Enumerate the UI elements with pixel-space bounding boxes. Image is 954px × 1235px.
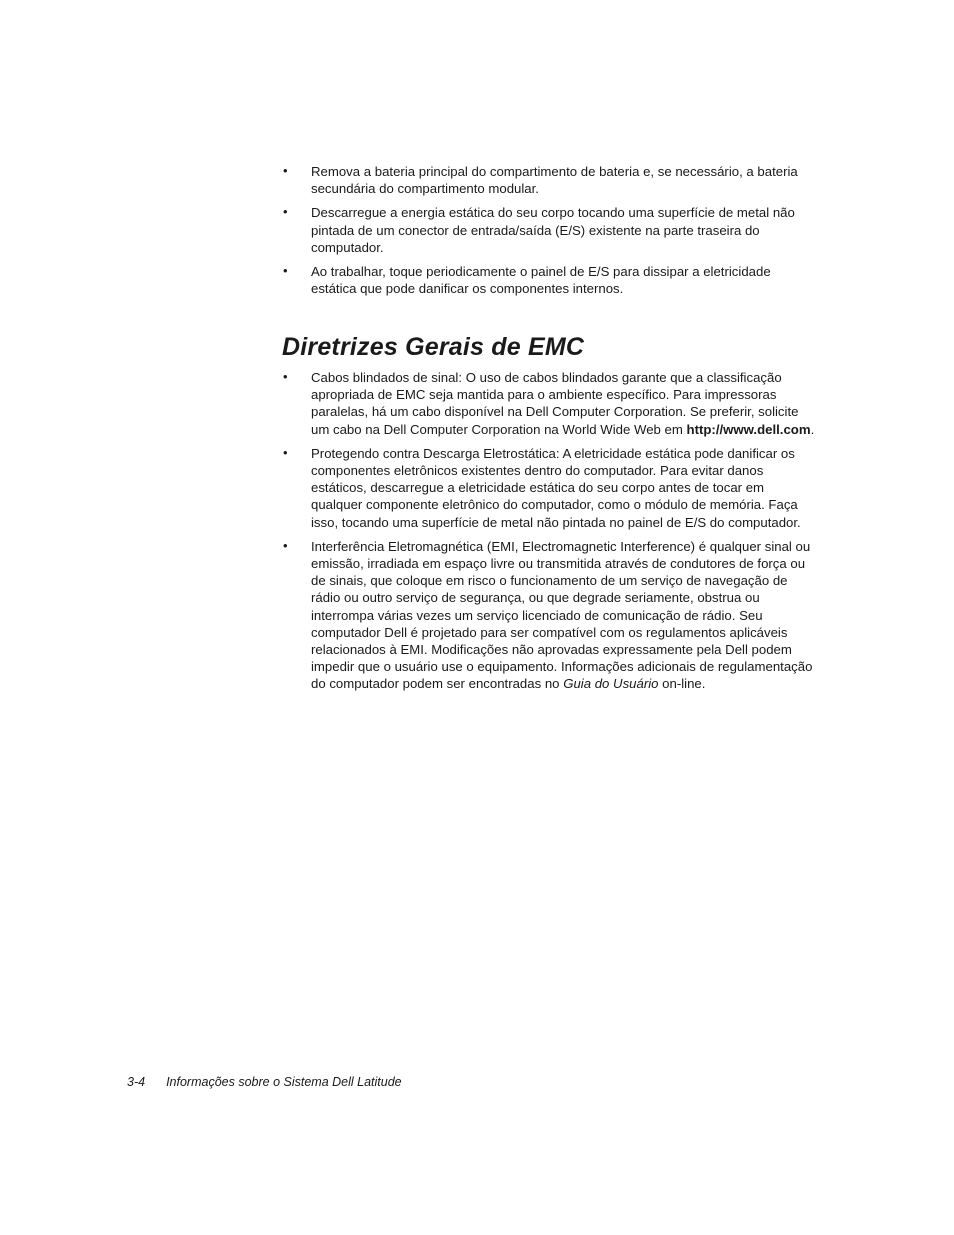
list-item-text: Protegendo contra Descarga Eletrostática: A eletricidade estática pode danificar os componentes eletrônicos existentes dentro do computador. Para evitar danos estáticos, descarregue a eletricidade estática do seu corpo antes de tocar em qualquer componente eletrônico do computador, como o módulo de memória. Faça isso, tocando uma superfície de metal não pintada no painel de E/S do computador. — [311, 445, 801, 530]
bullet-icon: • — [283, 369, 288, 384]
list-item-text: Descarregue a energia estática do seu corpo tocando uma superfície de metal não pintada de um conector de entrada/saída (E/S) existente na parte traseira do computador. — [311, 205, 795, 255]
bullet-icon: • — [283, 263, 288, 279]
list-item — [283, 369, 815, 438]
footer-title: Informações sobre o Sistema Dell Latitude — [166, 1075, 402, 1089]
top-bullet-list — [283, 163, 815, 304]
list-item-text: Cabos blindados de sinal: O uso de cabos blindados garante que a classificação apropriada de EMC seja mantida para o ambiente específico. Para impressoras paralelas, há um cabo disponível na Dell Computer Corporation. Se preferir, solicite um cabo na Dell Computer Corporation na World Wide Web em — [311, 370, 799, 437]
list-item-punctuation: . — [810, 421, 815, 437]
bullet-icon: • — [283, 444, 288, 460]
list-item — [283, 538, 815, 693]
list-item-text: Interferência Eletromagnética (EMI, Electromagnetic Interference) é qualquer sinal ou emissão, irradiada em espaço livre ou transmitida através de condutores de força ou de sinais, que coloque em risco o funcionamento de um serviço de navegação de rádio ou outro serviço de segurança, ou que degrade seriamente, obstrua ou interrompa várias vezes um serviço licenciado de comunicação de rádio. Seu computador Dell é projetado para ser compatível com os regulamentos aplicáveis relacionados à EMI. Modificações não aprovadas expressamente pela Dell podem impedir que o usuário use o equipamento. Informações adicionais de regulamentação do computador podem ser encontradas no — [311, 538, 813, 692]
page-number: 3-4 — [127, 1075, 146, 1089]
dell-url-link[interactable]: http://www.dell.com — [686, 421, 811, 437]
list-item-text: Remova a bateria principal do compartimento de bateria e, se necessário, a bateria secundária do compartimento modular. — [311, 164, 798, 197]
list-item — [283, 163, 815, 197]
page-footer — [127, 1074, 402, 1090]
list-item — [283, 204, 815, 256]
list-item-text: Ao trabalhar, toque periodicamente o painel de E/S para dissipar a eletricidade estática que pode danificar os componentes internos. — [311, 264, 771, 297]
user-guide-title: Guia do Usuário — [563, 676, 659, 692]
bullet-icon: • — [283, 163, 288, 178]
section-heading: Diretrizes Gerais de EMC — [282, 333, 585, 361]
list-item-tail: on-line. — [658, 676, 706, 692]
list-item — [283, 263, 815, 297]
bullet-icon: • — [283, 537, 288, 553]
emc-bullet-list — [283, 369, 815, 700]
list-item — [283, 445, 815, 531]
bullet-icon: • — [283, 204, 288, 220]
